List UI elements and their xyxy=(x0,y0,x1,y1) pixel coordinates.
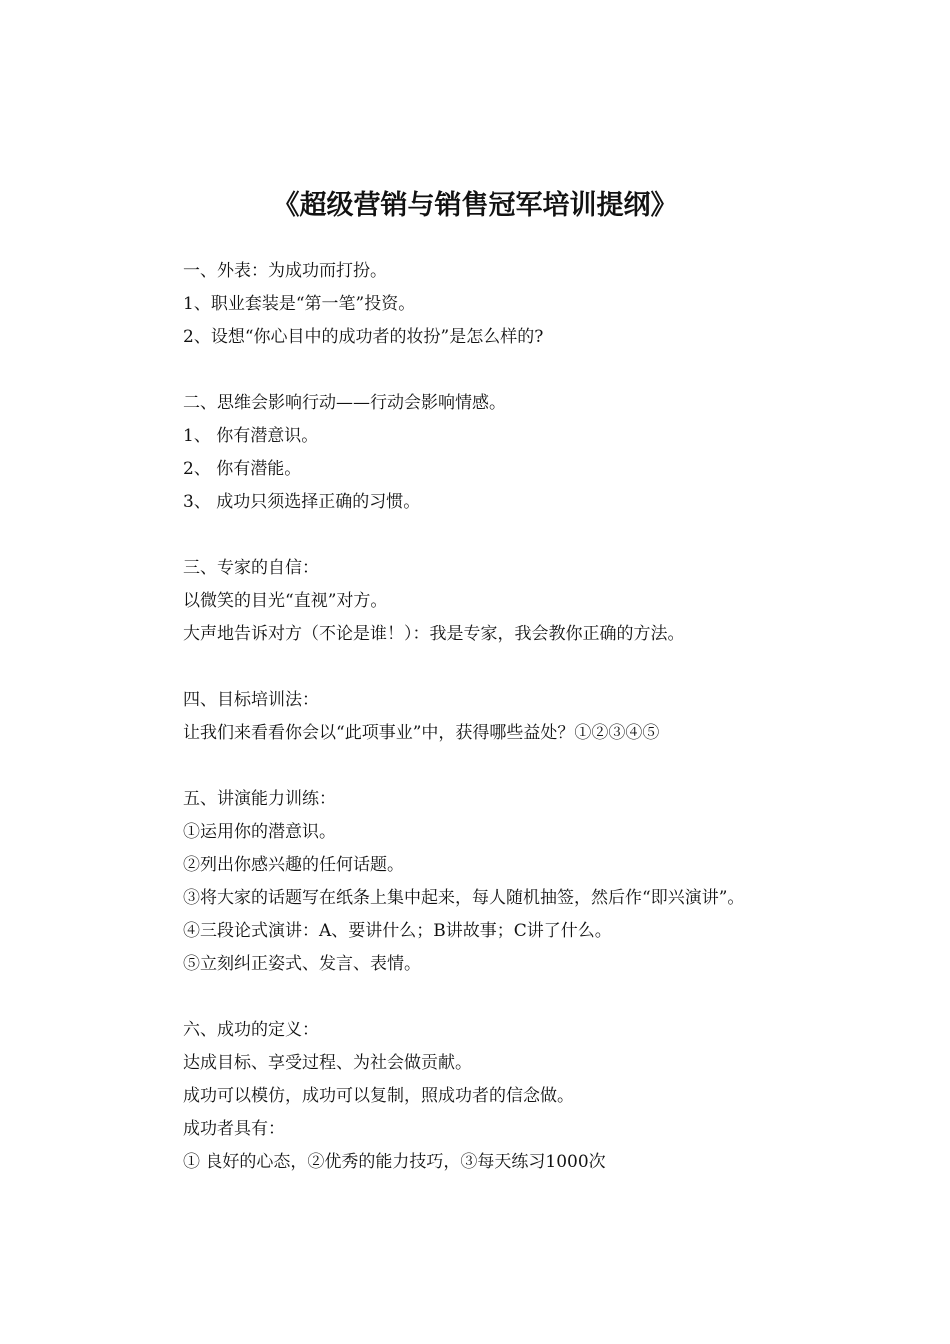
section-line: 2、设想“你心目中的成功者的妆扮”是怎么样的? xyxy=(183,327,544,347)
section-line: 让我们来看看你会以“此项事业”中，获得哪些益处？①②③④⑤ xyxy=(183,723,660,743)
section-line: ②列出你感兴趣的任何话题。 xyxy=(183,855,404,875)
section-heading: 四、目标培训法： xyxy=(183,690,319,710)
section-heading: 一、外表：为成功而打扮。 xyxy=(183,261,387,281)
section-line: 1、 你有潜意识。 xyxy=(183,426,319,446)
blank-line xyxy=(145,354,795,387)
section-heading: 六、成功的定义： xyxy=(183,1020,319,1040)
section-heading: 五、讲演能力训练： xyxy=(183,789,336,809)
document-body xyxy=(145,255,795,1179)
section-line: ④三段论式演讲：A、要讲什么；B讲故事；C讲了什么。 xyxy=(183,921,612,941)
blank-line xyxy=(145,519,795,552)
blank-line xyxy=(145,750,795,783)
section-line: 成功可以模仿，成功可以复制，照成功者的信念做。 xyxy=(183,1086,574,1106)
section-line: 1、职业套装是“第一笔”投资。 xyxy=(183,294,416,314)
section-line: 以微笑的目光“直视”对方。 xyxy=(183,591,388,611)
section-line: 2、 你有潜能。 xyxy=(183,459,302,479)
document-title: 《超级营销与销售冠军培训提纲》 xyxy=(272,190,678,221)
section-line: ①运用你的潜意识。 xyxy=(183,822,336,842)
section-line: ⑤立刻纠正姿式、发言、表情。 xyxy=(183,954,421,974)
section-line: 3、 成功只须选择正确的习惯。 xyxy=(183,492,421,512)
blank-line xyxy=(145,651,795,684)
section-heading: 三、专家的自信： xyxy=(183,558,319,578)
section-heading: 二、思维会影响行动——行动会影响情感。 xyxy=(183,393,506,413)
blank-line xyxy=(145,981,795,1014)
section-line: 成功者具有： xyxy=(183,1119,285,1139)
section-line: ① 良好的心态，②优秀的能力技巧，③每天练习1000次 xyxy=(183,1152,606,1172)
section-line: ③将大家的话题写在纸条上集中起来，每人随机抽签，然后作“即兴演讲”。 xyxy=(183,888,745,908)
section-line: 达成目标、享受过程、为社会做贡献。 xyxy=(183,1053,472,1073)
section-line: 大声地告诉对方（不论是谁！）：我是专家，我会教你正确的方法。 xyxy=(183,624,685,644)
